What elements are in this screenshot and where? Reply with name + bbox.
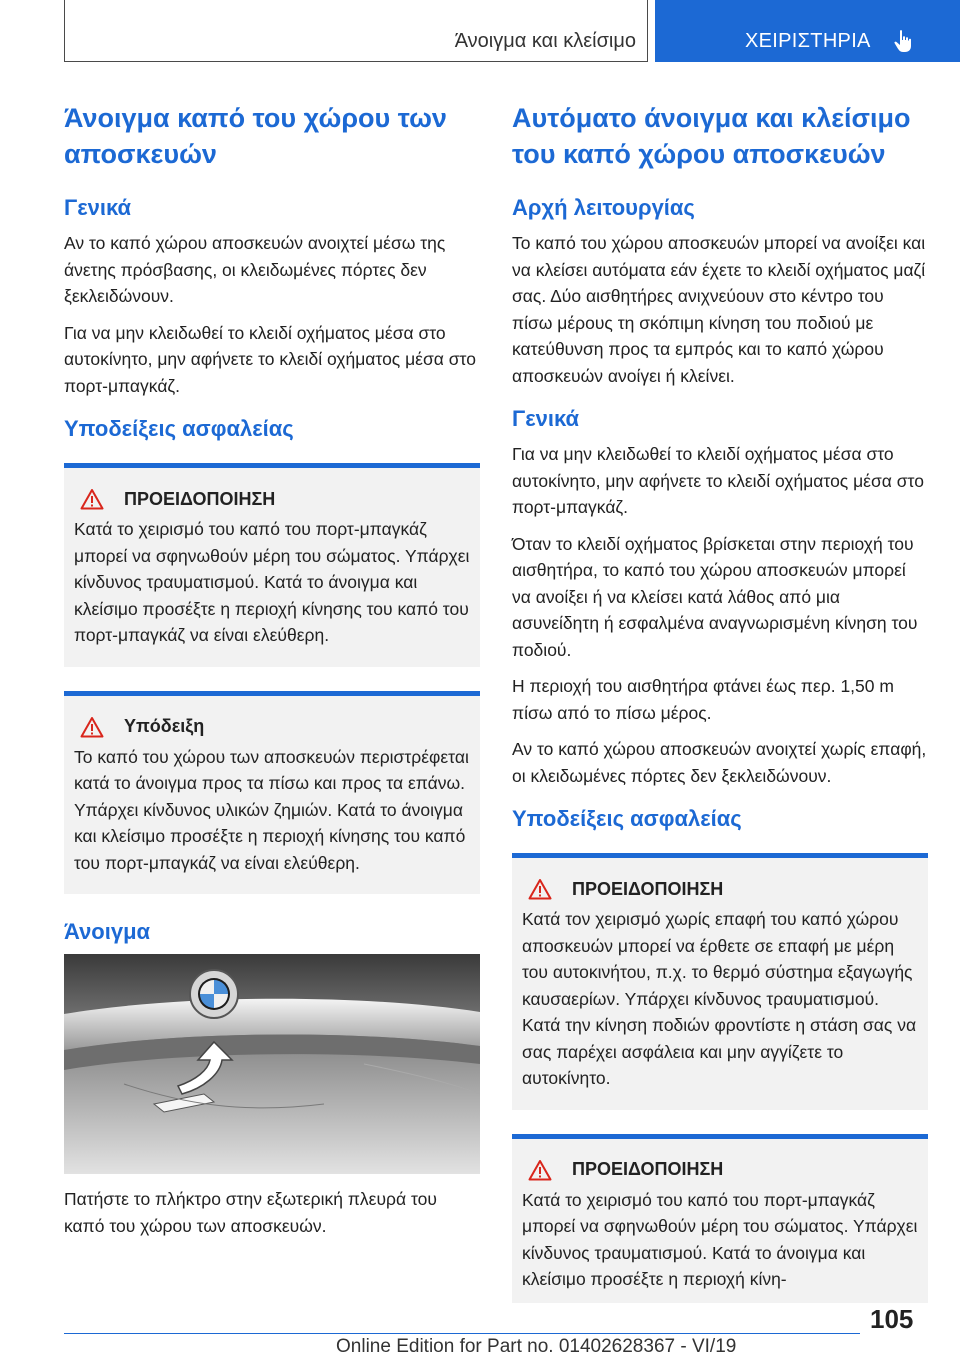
heading-safety: Υποδείξεις ασφαλείας bbox=[64, 416, 294, 441]
warning-text: Κατά τον χειρισμό χωρίς επαφή του καπό χώρου αποσκευών μπορεί να έρθετε σε επαφή με μέρη του αυτοκινήτου, π.χ. το θερμό σύστημα εξαγωγής καυσαερίων. Υπάρχει κίνδυνος τραυματισμού. Κατά την κίνηση ποδιών φροντίστε η στάση σας να σας παρέχει ασφάλεια και μην αγγίζετε το αυτοκίνητο. bbox=[522, 909, 917, 1088]
section-label: ΧΕΙΡΙΣΤΗΡΙΑ bbox=[745, 30, 871, 52]
warning-triangle-icon bbox=[528, 1159, 552, 1181]
paragraph: Το καπό του χώρου αποσκευών μπορεί να ανοίξει και να κλείσει αυτόματα εάν έχετε το κλειδί οχήματος μαζί σας. Δύο αισθητήρες ανιχνεύουν στο κέντρο του πίσω μέρους τη σκόπιμη κίνηση του ποδιού με κατεύθυνση προς τα εμπρός και το καπό χώρου αποσκευών ανοίγει ή κλείνει. bbox=[512, 233, 926, 386]
warning-triangle-icon bbox=[80, 488, 104, 510]
heading-open-trunk: Άνοιγμα καπό του χώρου των αποσκευών bbox=[64, 103, 447, 169]
warning-triangle-icon bbox=[528, 878, 552, 900]
warning-triangle-icon bbox=[80, 716, 104, 738]
paragraph: Η περιοχή του αισθητήρα φτάνει έως περ. 1,50 m πίσω από το πίσω μέρος. bbox=[512, 676, 894, 723]
warning-text: Κατά το χειρισμό του καπό του πορτ-μπαγκάζ μπορεί να σφηνωθούν μέρη του σώματος. Υπάρχει κίνδυνος τραυματισμού. Κατά το άνοιγμα και κλείσιμο προσέξτε η περιοχή κίνησης του καπό του πορτ-μπαγκάζ να είναι ελεύθερη. bbox=[74, 519, 470, 645]
warning-title: ΠΡΟΕΙΔΟΠΟΙΗΣΗ bbox=[124, 488, 276, 509]
warning-text: Κατά το χειρισμό του καπό του πορτ-μπαγκάζ μπορεί να σφηνωθούν μέρη του σώματος. Υπάρχει κίνδυνος τραυματισμού. Κατά το άνοιγμα και κλείσιμο προσέξτε η περιοχή κίνη- bbox=[522, 1189, 918, 1289]
paragraph: Όταν το κλειδί οχήματος βρίσκεται στην περιοχή του αισθητήρα, το καπό του χώρου αποσκευών μπορεί να ανοίξει ή να κλείσει κατά λάθος από μια ασυνείδητη ή εσφαλμένα αναγνωρισμένη κίνηση του ποδιού. bbox=[512, 533, 918, 660]
heading-auto-open-close: Αυτόματο άνοιγμα και κλείσιμο του καπό χώρου αποσκευών bbox=[512, 103, 911, 169]
warning-box bbox=[512, 853, 928, 1110]
note-title: Υπόδειξη bbox=[124, 716, 205, 736]
right-column bbox=[512, 100, 928, 1327]
section-tab[interactable] bbox=[655, 0, 960, 62]
warning-box bbox=[64, 463, 480, 667]
note-box bbox=[64, 691, 480, 895]
paragraph: Για να μην κλειδωθεί το κλειδί οχήματος μέσα στο αυτοκίνητο, μην αφήνετε το κλειδί οχήματος μέσα στο πορτ-μπαγκάζ. bbox=[64, 322, 476, 396]
warning-title: ΠΡΟΕΙΔΟΠΟΙΗΣΗ bbox=[572, 878, 724, 899]
footer-divider bbox=[64, 1333, 860, 1334]
heading-general: Γενικά bbox=[512, 406, 580, 431]
page-number: 105 bbox=[870, 1304, 914, 1334]
hand-pointer-icon bbox=[891, 28, 917, 54]
warning-title: ΠΡΟΕΙΔΟΠΟΙΗΣΗ bbox=[572, 1159, 724, 1179]
heading-opening: Άνοιγμα bbox=[64, 919, 151, 944]
warning-box bbox=[512, 1134, 928, 1303]
paragraph: Αν το καπό χώρου αποσκευών ανοιχτεί μέσω της άνετης πρόσβασης, οι κλειδωμένες πόρτες δεν ξεκλειδώνουν. bbox=[64, 233, 446, 306]
heading-general: Γενικά bbox=[64, 195, 132, 220]
trunk-button-photo bbox=[64, 954, 480, 1174]
chapter-title: Άνοιγμα και κλείσιμο bbox=[454, 30, 636, 52]
opening-text: Πατήστε το πλήκτρο στην εξωτερική πλευρά του καπό του χώρου των αποσκευών. bbox=[64, 1189, 437, 1236]
heading-safety: Υποδείξεις ασφαλείας bbox=[512, 806, 742, 831]
heading-principle: Αρχή λειτουργίας bbox=[512, 195, 695, 220]
paragraph: Αν το καπό χώρου αποσκευών ανοιχτεί χωρίς επαφή, οι κλειδωμένες πόρτες δεν ξεκλειδώνουν. bbox=[512, 739, 927, 786]
footer-edition: Online Edition for Part no. 01402628367 - VI/19 bbox=[336, 1336, 737, 1357]
paragraph: Για να μην κλειδωθεί το κλειδί οχήματος μέσα στο αυτοκίνητο, μην αφήνετε το κλειδί οχήματος μέσα στο πορτ-μπαγκάζ. bbox=[512, 444, 924, 517]
left-column bbox=[64, 100, 480, 1249]
note-text: Το καπό του χώρου των αποσκευών περιστρέφεται κατά το άνοιγμα προς τα πίσω και προς τα επάνω. Υπάρχει κίνδυνος υλικών ζημιών. Κατά το άνοιγμα και κλείσιμο προσέξτε η περιοχή κίνησης του καπό του πορτ-μπαγκάζ να είναι ελεύθερη. bbox=[74, 746, 469, 873]
